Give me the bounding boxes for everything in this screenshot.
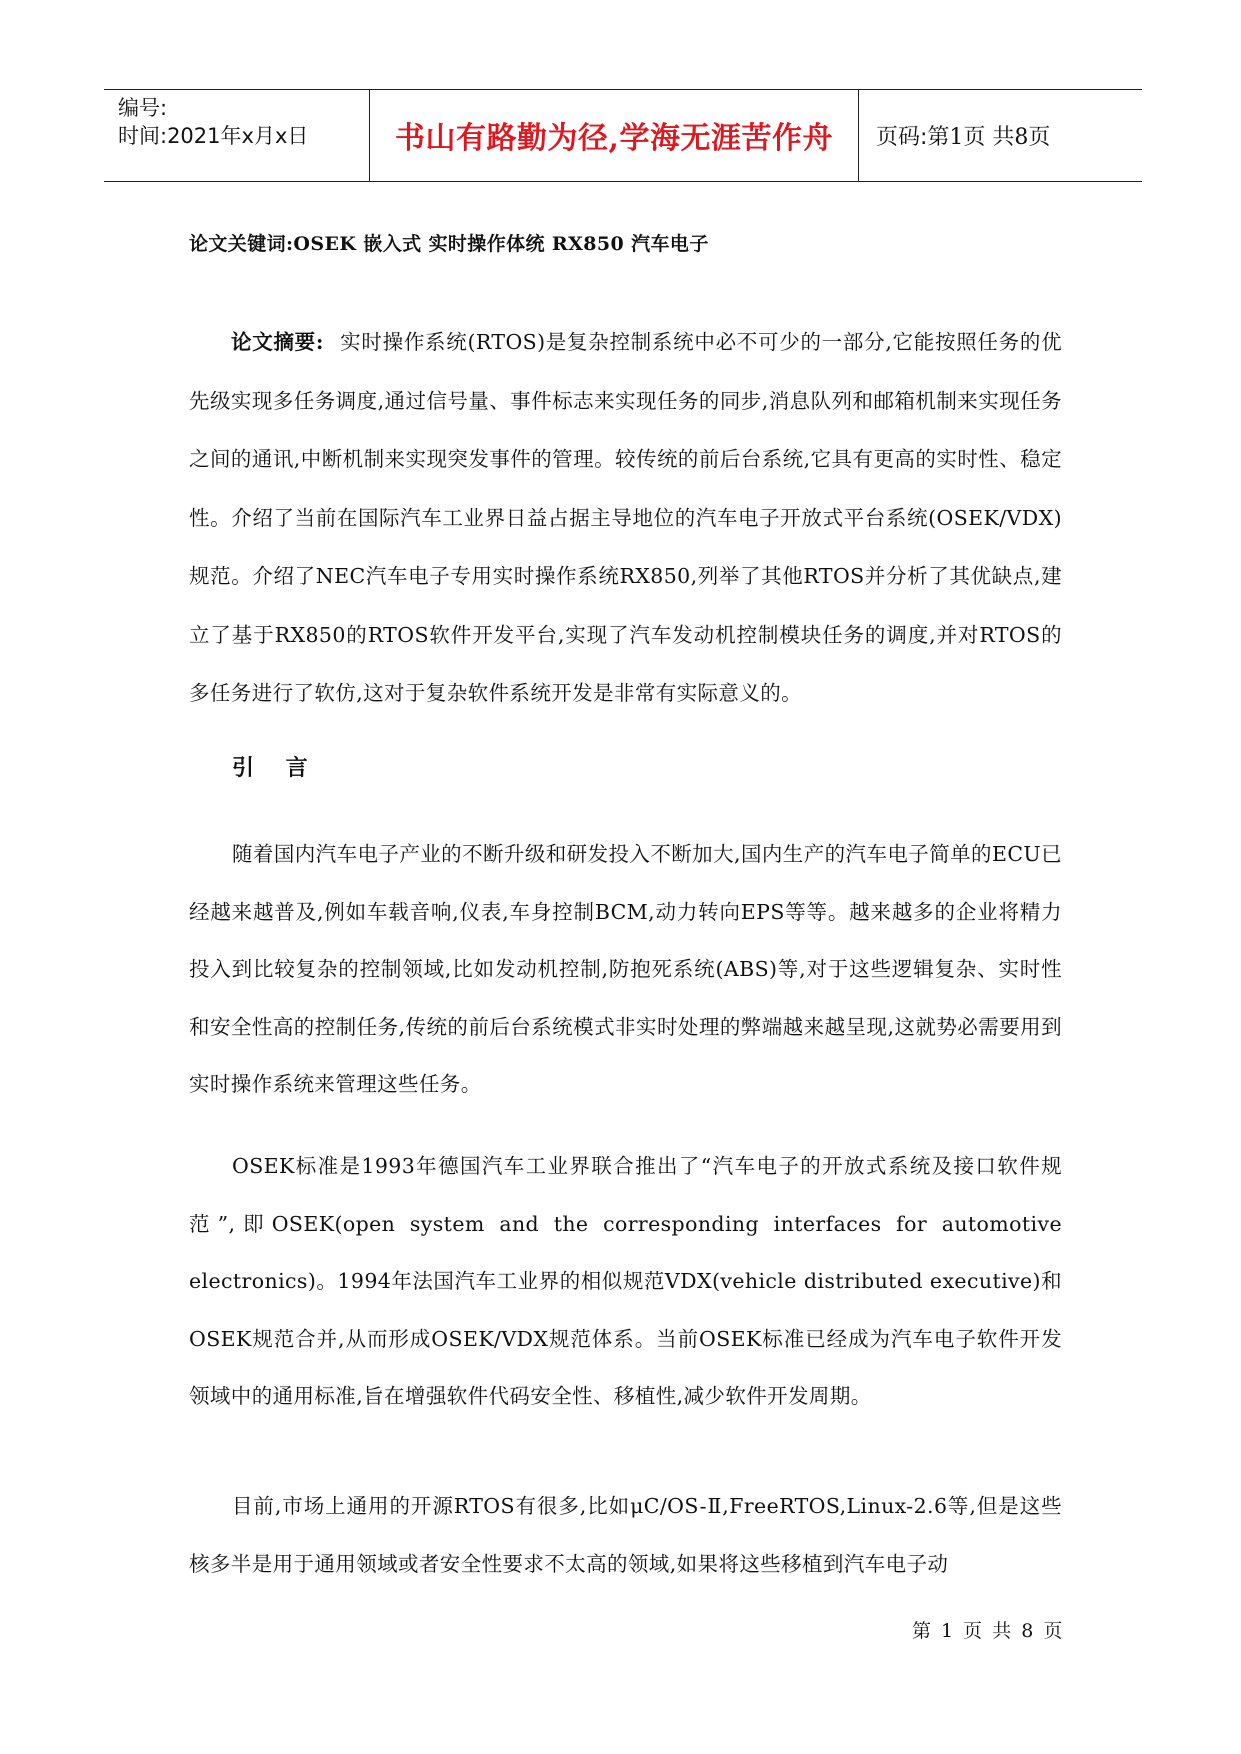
header-motto: 书山有路勤为径,学海无涯苦作舟 (395, 121, 833, 156)
paper-keywords: 论文关键词:OSEK 嵌入式 实时操作体统 RX850 汽车电子 (189, 233, 709, 255)
body-paragraph: OSEK标准是1993年德国汽车工业界联合推出了“汽车电子的开放式系统及接口软件规范”,即OSEK(open system and the corresponding interfaces for automotive electronics)。1994年法国汽车工业界的相似规范VDX(vehicle distributed executive)和OSEK规范合并,从而形成OSEK/VDX规范体系。当前OSEK标准已经成为汽车电子软件开发领域中的通用标准,旨在增强软件代码安全性、移植性,减少软件开发周期。 (189, 1154, 1062, 1408)
header-meta (118, 94, 308, 150)
header-page-number (876, 90, 1050, 180)
abstract-label: 论文摘要: (231, 330, 324, 354)
document-number-label: 编号: (118, 96, 168, 120)
page-number-value: 第1页 共8页 (927, 124, 1051, 150)
document-header (104, 89, 1142, 182)
page-footer: 第 1 页 共 8 页 (912, 1620, 1065, 1642)
body-paragraph: 随着国内汽车电子产业的不断升级和研发投入不断加大,国内生产的汽车电子简单的ECU已经越来越普及,例如车载音响,仪表,车身控制BCM,动力转向EPS等等。越来越多的企业将精力投入到比较复杂的控制领域,比如发动机控制,防抱死系统(ABS)等,对于这些逻辑复杂、实时性和安全性高的控制任务,传统的前后台系统模式非实时处理的弊端越来越呈现,这就势必需要用到实时操作系统来管理这些任务。 (189, 842, 1062, 1096)
paper-abstract (189, 313, 1062, 723)
abstract-text: 实时操作系统(RTOS)是复杂控制系统中必不可少的一部分,它能按照任务的优先级实现多任务调度,通过信号量、事件标志来实现任务的同步,消息队列和邮箱机制来实现任务之间的通讯,中断机制来实现突发事件的管理。较传统的前后台系统,它具有更高的实时性、稳定性。介绍了当前在国际汽车工业界日益占据主导地位的汽车电子开放式平台系统(OSEK/VDX)规范。介绍了NEC汽车电子专用实时操作系统RX850,列举了其他RTOS并分析了其优缺点,建立了基于RX850的RTOS软件开发平台,实现了汽车发动机控制模块任务的调度,并对RTOS的多任务进行了软仿,这对于复杂软件系统开发是非常有实际意义的。 (189, 330, 1062, 705)
page-number-label: 页码: (876, 124, 928, 150)
body-paragraph: 目前,市场上通用的开源RTOS有很多,比如μC/OS-Ⅱ,FreeRTOS,Linux-2.6等,但是这些核多半是用于通用领域或者安全性要求不太高的领域,如果将这些移植到汽车电子动 (189, 1494, 1062, 1576)
section-heading: 引 言 (232, 755, 320, 781)
header-divider-right (858, 90, 859, 181)
document-time: 时间:2021年x月x日 (118, 124, 309, 148)
